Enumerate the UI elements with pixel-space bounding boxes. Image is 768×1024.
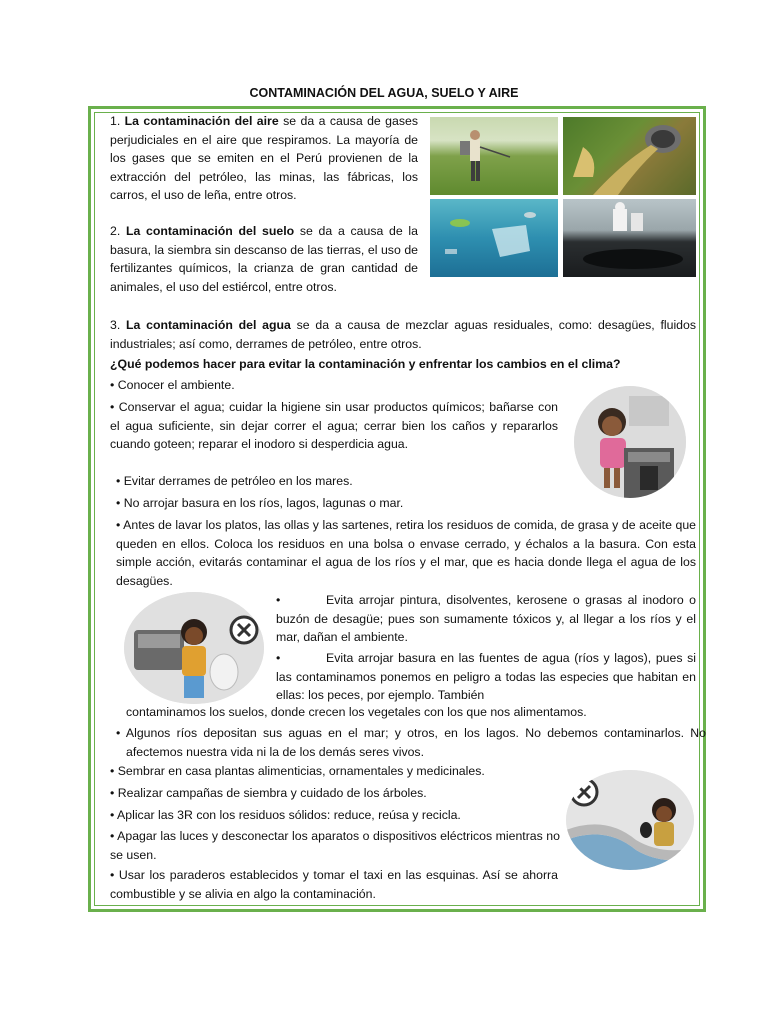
- section-water: 3. La contaminación del agua se da a causa de mezclar aguas residuales, como: desagües, fluidos industriales; así como, derrames de petróleo, entre otros.: [110, 318, 696, 351]
- bullet-avoid-oil-spills: • Evitar derrames de petróleo en los mares.: [116, 474, 353, 488]
- pollution-photo-collage: [430, 117, 696, 277]
- bullet-3r: • Aplicar las 3R con los residuos sólidos: reduce, reúsa y recicla.: [110, 808, 461, 822]
- bullet-avoid-trash-water: Evita arrojar basura en las fuentes de agua (ríos y lagos), pues si las contaminamos ponemos en peligro a todas las especies que habitan en ellas: los peces, por ejemplo. También: [276, 651, 696, 703]
- photo-sewage-pipe: [563, 117, 696, 195]
- bullet-conserve-water: • Conservar el agua; cuidar la higiene sin usar productos químicos; bañarse con el agua suficiente, sin dejar correr el agua; cerrar bien los caños y repararlos cuando goteen; reparar el inodoro si desperdicia agua.: [110, 400, 558, 452]
- section-air: 1. La contaminación del aire se da a causa de gases perjudiciales en el aire que respiramos. La mayoría de los gases que se emiten en el Perú provienen de la extracción del petróleo, las minas, las fábricas, los carros, el uso de leña, entre otros.: [110, 114, 418, 203]
- photo-crop-spraying: [430, 117, 558, 195]
- section-air-heading: La contaminación del aire: [124, 114, 279, 128]
- photo-oil-spill: [563, 199, 696, 277]
- bullet-remove-food-residue: • Antes de lavar los platos, las ollas y las sartenes, retira los residuos de comida, de grasa y de aceite que queden en ellos. Coloca los residuos en una bolsa o envase cerrado, y échalos a la basura. Con esta simple acción, evitarás contaminar el agua de los ríos y el mar, que es hacia donde llega el agua de los desagües.: [116, 518, 696, 588]
- river-trash-illustration: [566, 770, 694, 870]
- question-heading: ¿Qué podemos hacer para evitar la contaminación y enfrentar los cambios en el clima?: [110, 357, 621, 371]
- bullet-tree-campaigns: • Realizar campañas de siembra y cuidado de los árboles.: [110, 786, 427, 800]
- bullet-rivers-sea: • Algunos ríos depositan sus aguas en el mar; y otros, en los lagos. No debemos contaminarlos. No afectemos nuestra vida ni la de los demás seres vivos.: [116, 726, 706, 759]
- bullet-no-trash-rivers: • No arrojar basura en los ríos, lagos, lagunas o mar.: [116, 496, 404, 510]
- page-title: CONTAMINACIÓN DEL AGUA, SUELO Y AIRE: [249, 86, 519, 100]
- bullet-marker-paint: •: [276, 593, 281, 607]
- photo-ocean-plastic: [430, 199, 558, 277]
- bullet-avoid-paint-solvents: Evita arrojar pintura, disolventes, kerosene o grasas al inodoro o buzón de desagüe; pues son sumamente tóxicos y, al llegar a los ríos y el mar, dañan el ambiente.: [276, 593, 696, 645]
- section-soil: 2. La contaminación del suelo se da a causa de la basura, la siembra sin descanso de las tierras, el uso de fertilizantes químicos, la crianza de gran cantidad de animales, el uso del estiércol, entre otros.: [110, 224, 418, 294]
- bullet-turn-off-lights: • Apagar las luces y desconectar los aparatos o dispositivos eléctricos mientras no se usen.: [110, 829, 560, 862]
- bullet-plant-at-home: • Sembrar en casa plantas alimenticias, ornamentales y medicinales.: [110, 764, 485, 778]
- bullet-marker-trash: •: [276, 651, 281, 665]
- section-soil-heading: La contaminación del suelo: [125, 224, 295, 238]
- section-water-heading: La contaminación del agua: [126, 318, 291, 332]
- bathroom-illustration: [124, 592, 264, 704]
- bullet-know-environment: • Conocer el ambiente.: [110, 378, 235, 392]
- bullet-use-stops: • Usar los paraderos establecidos y tomar el taxi en las esquinas. Así se ahorra combustible y se alivia en algo la contaminación.: [110, 868, 558, 901]
- bullet-avoid-trash-water-cont: contaminamos los suelos, donde crecen los vegetales con los que nos alimentamos.: [126, 705, 587, 719]
